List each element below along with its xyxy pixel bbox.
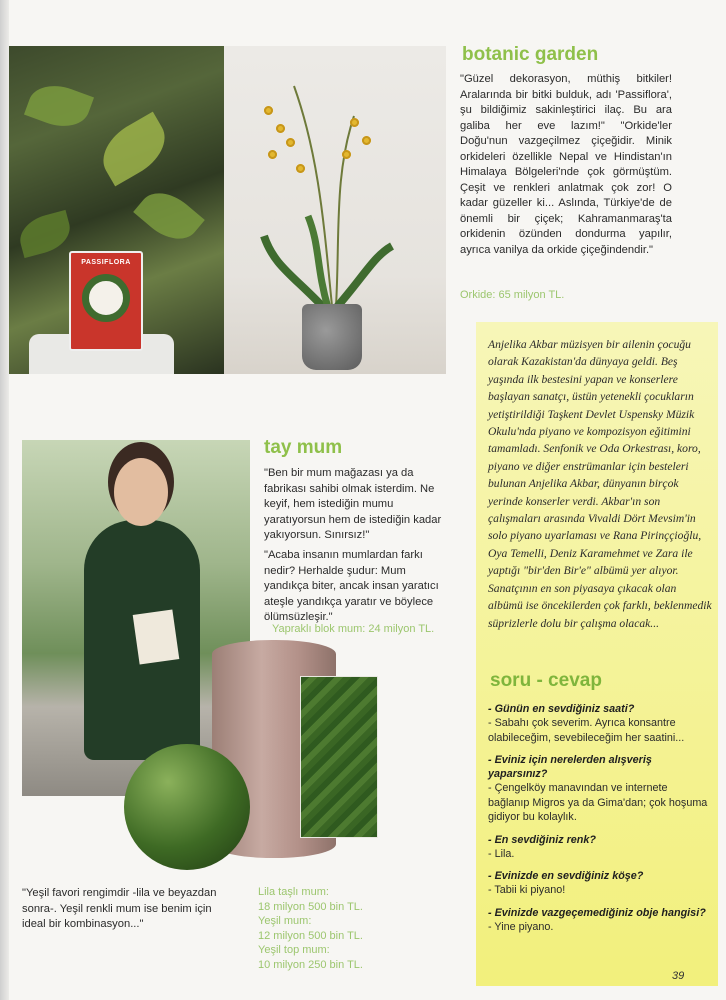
answer-1: - Sabahı çok severim. Ayrıca konsantre olabileceğim, sevebileceğim her saatini... — [488, 717, 685, 744]
qa-item — [488, 702, 710, 745]
price-value-green-ball: 10 milyon 250 bin TL. — [258, 958, 363, 971]
tay-mum-heading: tay mum — [264, 437, 343, 458]
candle-prices-list — [258, 885, 363, 972]
botanic-garden-text: "Güzel dekorasyon, müthiş bitkiler! Aralarında bir bitki bulduk, adı 'Passiflora', şu bildiğimiz sakinleştirici ilaç. Bu ara galiba her eve lazım!" "Orkide'ler Doğu'nun vazgeçilmez çiçeğidir. Minik orkideleri özellikle Nepal ve Hindistan'ın Himalaya Bölgeleri'nde çok görmüştüm. Çeşit ve renkleri anlatmak çok zor! O kadar güzeller ki... Aslında, Türkiye'de de önemli bir çiçek; Kahramanmaraş'ta orkidenin özünden dondurma yapılır, ayrıca vanilya da orkide çiçeğindendir." — [460, 73, 672, 256]
question-3: - En sevdiğiniz renk? — [488, 833, 596, 846]
woman-head — [114, 458, 168, 526]
qa-item — [488, 833, 710, 862]
qa-item — [488, 869, 710, 898]
price-label-green: Yeşil mum: — [258, 915, 312, 927]
question-2: - Eviniz için nerelerden alışveriş yaparsınız? — [488, 754, 652, 780]
green-ball-candle — [124, 744, 250, 870]
tay-mum-paragraph-2: "Acaba insanın mumlardan farkı nedir? Herhalde şudur: Mum yandıkça biter, ancak insan yaratıcı ateşle yandıkça yaratır ve böylece ölümsüzleşir." — [264, 549, 439, 623]
tay-mum-paragraph-1: "Ben bir mum mağazası ya da fabrikası sahibi olmak isterdim. Ne keyif, hem istediğin mumu yaratıyorsun hem de istediğin kadar yakıyorsun. Sınırsız!" — [264, 467, 442, 541]
passiflora-wreath-image — [82, 274, 130, 322]
page-spine — [0, 0, 9, 1000]
answer-5: - Yine piyano. — [488, 920, 554, 933]
question-4: - Evinizde en sevdiğiniz köşe? — [488, 870, 644, 882]
orchid-photo — [224, 46, 446, 374]
orchid-pot — [302, 304, 362, 370]
qa-item — [488, 753, 710, 825]
answer-4: - Tabii ki piyano! — [488, 884, 566, 896]
page-number: 39 — [672, 970, 685, 982]
qa-heading: soru - cevap — [490, 670, 602, 691]
passiflora-label-card — [69, 251, 143, 351]
passiflora-card-label: PASSIFLORA — [81, 259, 131, 266]
qa-item — [488, 906, 710, 935]
leaf-block-candle — [300, 676, 378, 838]
price-label-lilac: Lila taşlı mum: — [258, 886, 329, 898]
price-label-green-ball: Yeşil top mum: — [258, 944, 330, 956]
price-value-lilac: 18 milyon 500 bin TL. — [258, 900, 363, 913]
question-1: - Günün en sevdiğiniz saati? — [488, 703, 635, 715]
green-favourite-quote: "Yeşil favori rengimdir -lila ve beyazdan sonra-. Yeşil renkli mum ise benim için ideal bir kombinasyon..." — [22, 887, 217, 930]
question-5: - Evinizde vazgeçemediğiniz obje hangisi? — [488, 906, 706, 919]
botanic-garden-heading: botanic garden — [462, 44, 599, 65]
orchid-price-caption: Orkide: 65 milyon TL. — [460, 289, 565, 301]
price-value-green: 12 milyon 500 bin TL. — [258, 929, 363, 942]
passiflora-plant-photo — [9, 46, 224, 374]
biography-text: Anjelika Akbar müzisyen bir ailenin çocuğu olarak Kazakistan'da dünyaya geldi. Beş yaşında ilk bestesini yapan ve konserlere başlayan sanatçı, üstün yetenekli çocukların yetiştirildiği Taşkent Devlet Uspensky Müzik Okulu'nda piyano ve kompozisyon eğitimini tamamladı. Senfonik ve Oda Orkestrası, koro, piyano ve diğer enstrümanlar için besteleri bulunan Anjelika Akbar, dünyanın birçok yerinde konserler verdi. Akbar'ın son çalışmaları arasında Vivaldi Dört Mevsim'in solo piyano uyarlaması ve Rana Pirinççioğlu, Oya Temelli, Deniz Karamehmet ve Zara ile yaptığı "bir'den Bir'e" albümü yer alıyor. Sanatçının en son piyasaya çıkacak olan albümü ise öncekilerden çok farklı, beklenmedik süprizlerle dolu bir çalışma olacak... — [488, 338, 712, 630]
qa-list — [488, 694, 710, 934]
decorated-box — [133, 609, 180, 664]
answer-3: - Lila. — [488, 847, 515, 860]
answer-2: - Çengelköy manavından ve internete bağlanıp Migros ya da Gima'dan; çok hoşuma gidiyor bu kolaylık. — [488, 782, 708, 823]
block-candle-price-caption: Yapraklı blok mum: 24 milyon TL. — [272, 623, 435, 635]
